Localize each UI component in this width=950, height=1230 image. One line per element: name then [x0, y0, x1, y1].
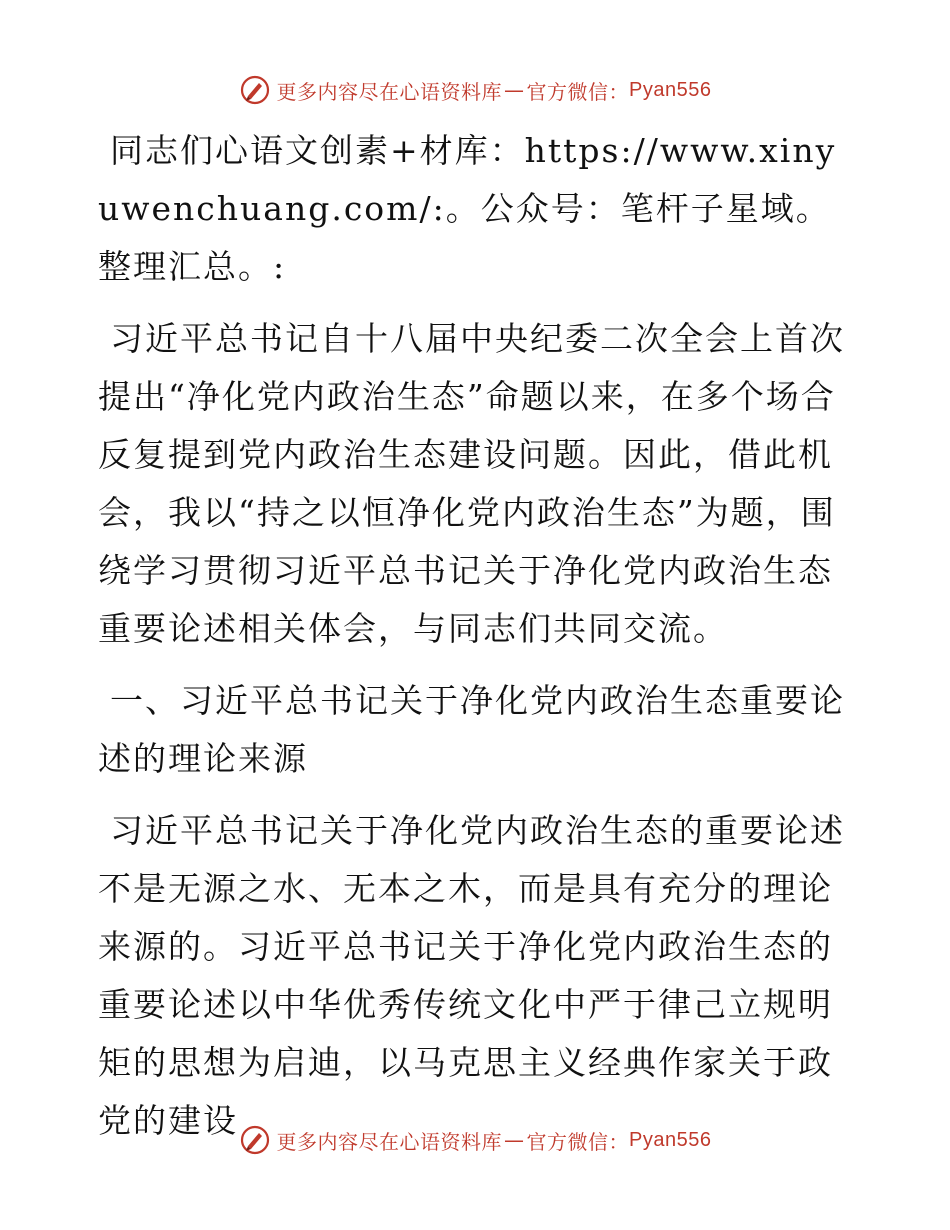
- section-heading-1: 一、习近平总书记关于净化党内政治生态重要论述的理论来源: [98, 681, 845, 778]
- header-watermark-banner: [0, 70, 950, 110]
- body-paragraph-1: 习近平总书记自十八届中央纪委二次全会上首次提出“净化党内政治生态”命题以来，在多个场合反复提到党内政治生态建设问题。因此，借此机会，我以“持之以恒净化党内政治生态”为题，围绕学习贯彻习近平总书记关于净化党内政治生态重要论述相关体会，与同志们共同交流。: [98, 319, 845, 648]
- banner-wechat-id: Pyan556: [629, 78, 712, 101]
- banner-wechat-label: 官方微信：: [526, 1129, 630, 1154]
- footer-watermark-banner: [0, 1120, 950, 1160]
- body-paragraph-2: 习近平总书记关于净化党内政治生态的重要论述不是无源之水、无本之木，而是具有充分的理论来源的。习近平总书记关于净化党内政治生态的重要论述以中华优秀传统文化中严于律己立规明矩的思想为启迪，以马克思主义经典作家关于政党的建设: [98, 811, 845, 1140]
- pen-logo-icon: [239, 1124, 271, 1156]
- intro-paragraph: 同志们心语文创素+材库：https://www.xinyuwenchuang.com/:。公众号：笔杆子星域。整理汇总。:: [98, 131, 837, 286]
- banner-separator: —: [504, 78, 525, 102]
- banner-separator: —: [504, 1128, 525, 1152]
- banner-wechat-id: Pyan556: [629, 1128, 712, 1151]
- pen-logo-icon: [239, 74, 271, 106]
- banner-text: 更多内容尽在心语资料库: [276, 1129, 503, 1154]
- banner-wechat-label: 官方微信：: [526, 79, 630, 104]
- banner-text: 更多内容尽在心语资料库: [276, 79, 503, 104]
- document-body: [98, 122, 858, 1164]
